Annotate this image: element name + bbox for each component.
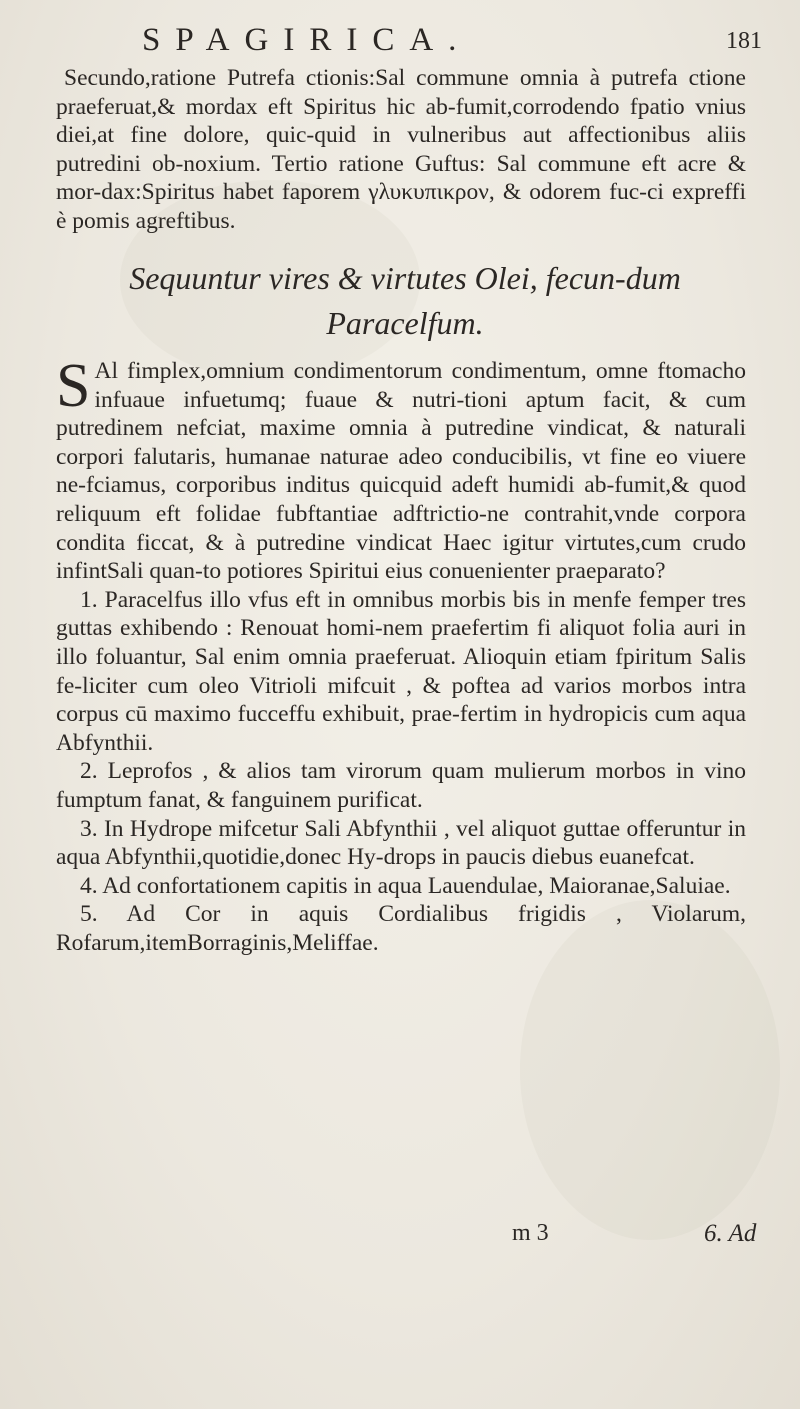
page-header: [142, 22, 762, 62]
list-item: 3. In Hydrope mifcetur Sali Abfynthii , vel aliquot guttae offeruntur in aqua Abfynthii,quotidie,donec Hy-drops in paucis diebus euanefcat.: [56, 815, 746, 871]
intro-text: Al fimplex,omnium condimentorum condimentum, omne ftomacho infuaue infuetumq; fuaue & nutri-tioni aptum facit, & cum putredinem nefciat, maxime omnia à putredine vindicat, & naturali corpori falutaris, humanae naturae adeo conducibilis, vt fine eo viuere ne-fciamus, corporibus inditus quicquid adeft humidi ab-fumit,& quod reliquum eft folidae fubftantiae adftrictio-ne contrahit,vnde corpora condita ficcat, & à putredine vindicat Haec igitur virtutes,cum crudo infintSali quan-to potiores Spiritui eius conuenienter praeparato?: [56, 358, 746, 585]
list-item: 1. Paracelfus illo vfus eft in omnibus morbis bis in menfe femper tres guttas exhibendo : Renouat homi-nem praefertim fi aliquot folia auri in illo foluantur, Sal enim omnia praeferuat. Alioquin etiam fpiritum Salis fe-liciter cum oleo Vitrioli mifcuit , & poftea ad varios morbos intra corpus cū maximo fucceffu exhibuit, prae-fertim in hydropicis cum aqua Abfynthii.: [56, 586, 746, 756]
list-item: 4. Ad confortationem capitis in aqua Lauendulae, Maioranae,Saluiae.: [80, 872, 731, 899]
catchword: 6. Ad: [704, 1220, 757, 1247]
section-heading: Sequuntur vires & virtutes Olei, fecun-dum Paracelfum.: [129, 260, 681, 341]
paragraph-putrefaction-taste: Secundo,ratione Putrefa ctionis:Sal commune omnia à putrefa ctione praeferuat,& mordax eft Spiritus hic ab-fumit,corrodendo fpatio vnius diei,at fine dolore, quic-quid in vulneribus aut affectionibus aliis putredini ob-noxium. Tertio ratione Guftus: Sal commune eft acre & mor-dax:Spiritus habet faporem γλυκυπικρον, & odorem fuc-ci expreffi è pomis agreftibus.: [56, 65, 746, 234]
body-section-1: [56, 64, 746, 236]
list-item: 5. Ad Cor in aquis Cordialibus frigidis , Violarum, Rofarum,itemBorraginis,Meliffae.: [56, 901, 746, 956]
page-number: 181: [726, 28, 762, 54]
drop-cap-initial: S: [56, 352, 91, 420]
list-item: 2. Leprofos , & alios tam virorum quam mulierum morbos in vino fumptum fanat, & fanguinem purificat.: [56, 758, 746, 813]
body-section-2: [56, 352, 746, 957]
running-title: SPAGIRICA.: [142, 22, 472, 58]
intro-paragraph: [56, 352, 746, 586]
signature-mark: m 3: [512, 1220, 549, 1246]
